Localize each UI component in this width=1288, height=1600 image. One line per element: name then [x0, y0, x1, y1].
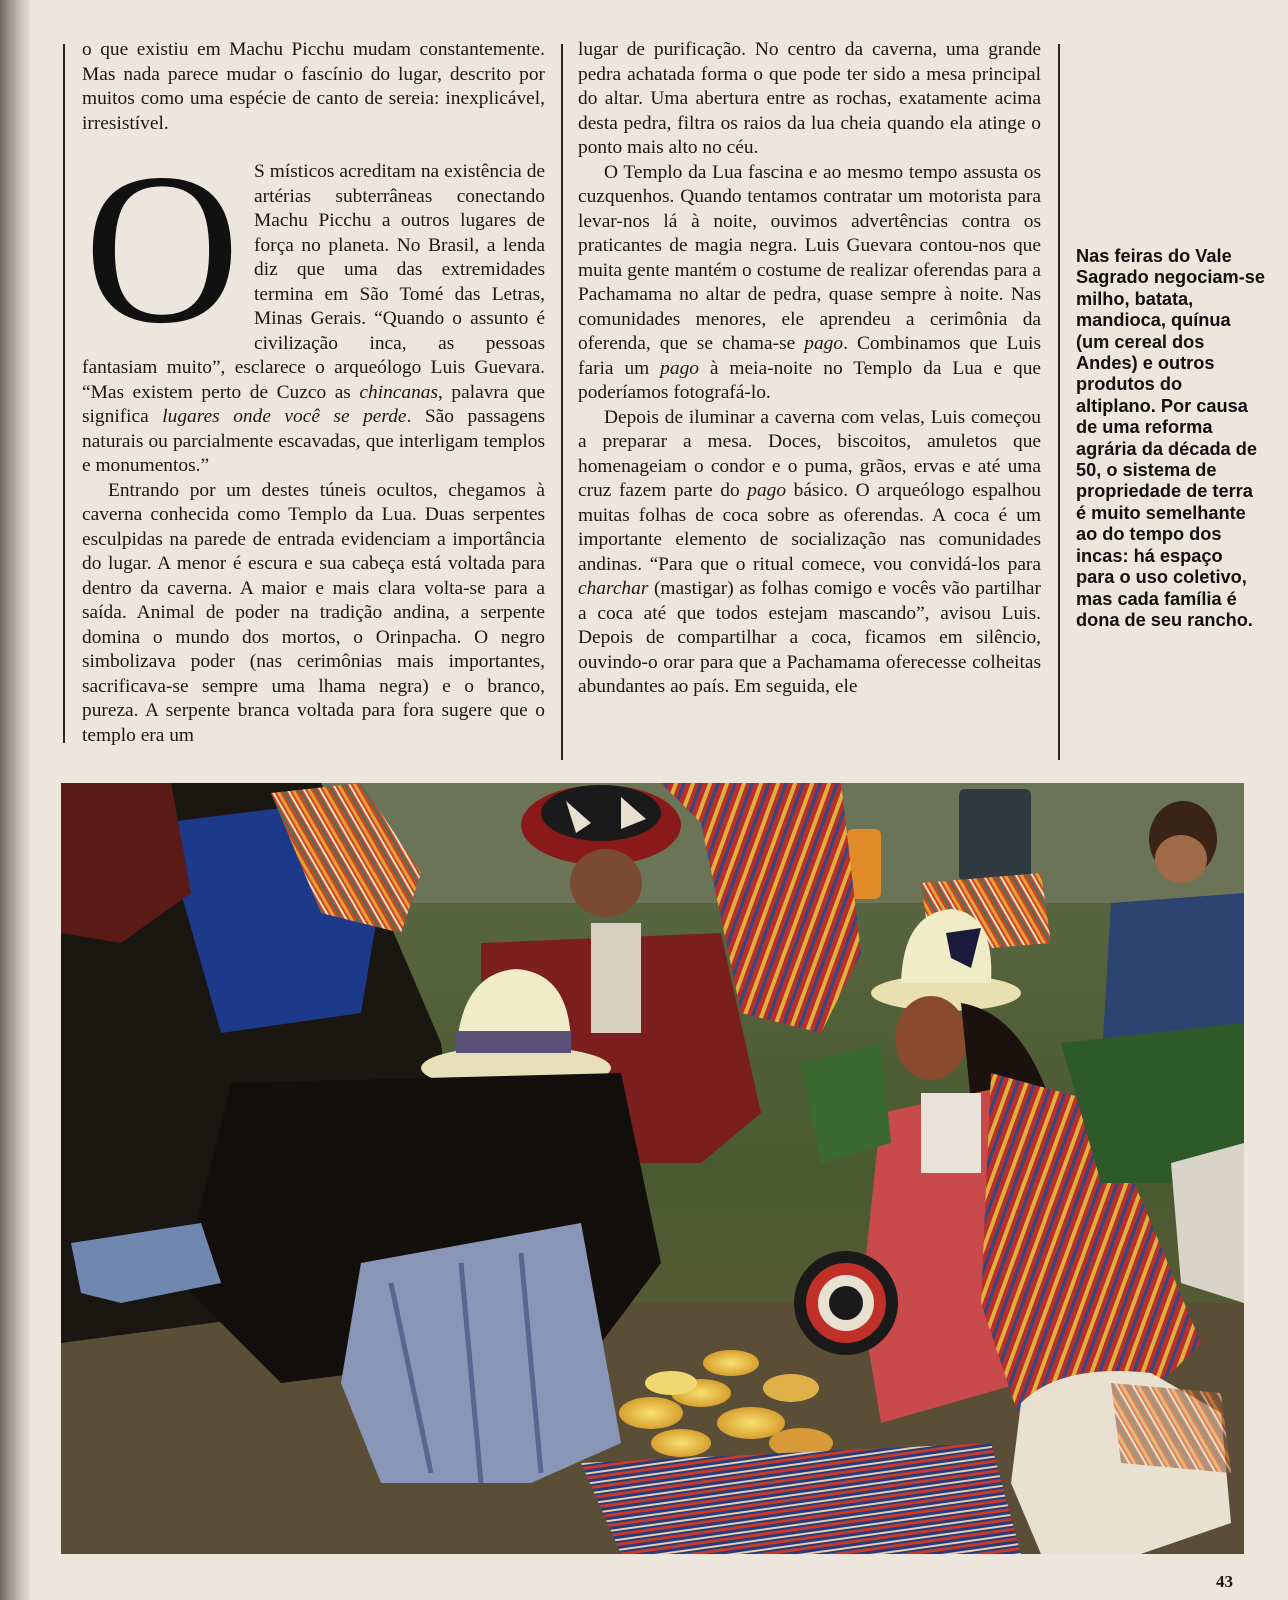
article-column-left [82, 38, 545, 748]
italic-term: chincanas [359, 381, 439, 403]
paragraph [578, 406, 1041, 700]
text-run: Depois de iluminar a caverna com velas, Luis começou a preparar a mesa. Doces, biscoitos, amuletos que homenageiam o condor e o puma, grãos, ervas e até uma cruz fazem parte do [578, 406, 1041, 501]
text-run: , palavra que significa [82, 381, 545, 427]
column-rule-middle [561, 44, 563, 760]
text-run: à meia-noite no Templo da Lua e que poderíamos fotografá-lo. [578, 357, 1041, 403]
page-gutter-shadow [0, 0, 30, 1600]
italic-term: pago [660, 357, 699, 379]
italic-term: lugares onde você se perde [162, 406, 407, 427]
text-run: S místicos acreditam na existência de artérias subterrâneas conectando Machu Picchu a outros lugares de força no planeta. No Brasil, a lenda diz que uma das extremidades termina em São Tomé das Letras, Minas Gerais. “Quando o assunto é civilização inca, as pessoas fantasiam muito”, esclarece o arqueólogo Luis Guevara. “Mas existem perto de Cuzco as [82, 161, 545, 403]
text-run: O Templo da Lua fascina e ao mesmo tempo assusta os cuzquenhos. Quando tentamos contratar um motorista para levar-nos lá à noite, ouvimos advertências contra os praticantes de magia negra. Luis Guevara contou-nos que muita gente mantém o costume de realizar oferendas para a Pachamama no altar de pedra, quase sempre à noite. Nas comunidades menores, ele aprendeu a cerimônia da oferenda, que se chama-se [578, 161, 1041, 354]
market-photo-illustration [61, 783, 1244, 1554]
text-run: (mastigar) as folhas comigo e vocês vão partilhar a coca até que todos estejam mascando”, avisou Luis. Depois de compartilhar a coca, ficamos em silêncio, ouvindo-o orar para que a Pachamama oferecesse colheitas abundantes ao país. Em seguida, ele [578, 578, 1041, 697]
italic-term: pago [747, 480, 787, 501]
paragraph [578, 161, 1041, 406]
text-run: . São passagens naturais ou parcialmente escavadas, que interligam templos e monumentos.” [82, 406, 545, 476]
italic-term: pago [804, 333, 844, 354]
text-run: . Combinamos que Luis faria um [578, 333, 1041, 379]
drop-cap: O [84, 129, 240, 368]
market-photo [61, 783, 1244, 1554]
paragraph: Entrando por um destes túneis ocultos, chegamos à caverna conhecida como Templo da Lua. Duas serpentes esculpidas na parede de entrada evidenciam a importância do lugar. A menor é escura e sua cabeça está voltada para dentro da caverna. A maior e mais clara volta-se para a saída. Animal de poder na tradição andina, a serpente domina o mundo dos mortos, o Orinpacha. O negro simbolizava poder (nas cerimônias mais importantes, sacrificava-se sempre uma lhama negra) e o branco, pureza. A serpente branca voltada para fora sugere que o templo era um [82, 479, 545, 746]
paragraph-with-dropcap [82, 129, 545, 479]
paragraph: o que existiu em Machu Picchu mudam constantemente. Mas nada parece mudar o fascínio do lugar, descrito por muitos como uma espécie de canto de sereia: inexplicável, irresistível. [82, 39, 545, 134]
column-rule-right [1058, 44, 1060, 760]
italic-term: charchar [578, 578, 649, 599]
column-rule-left [63, 44, 65, 743]
photo-caption: Nas feiras do Vale Sagrado negociam-se milho, batata, mandioca, quínua (um cereal dos Andes) e outros produtos do altiplano. Por causa de uma reforma agrária da década de 50, o sistema de propriedade de terra é muito semelhante ao do tempo dos incas: há espaço para o uso coletivo, mas cada família é dona de seu rancho. [1076, 246, 1266, 630]
article-column-right [578, 38, 1041, 700]
paragraph: lugar de purificação. No centro da caverna, uma grande pedra achatada forma o que pode ter sido a mesa principal do altar. Uma abertura entre as rochas, exatamente acima desta pedra, filtra os raios da lua cheia quando ela atinge o ponto mais alto no céu. [578, 39, 1041, 158]
page-number: 43 [1216, 1572, 1233, 1591]
text-run: básico. O arqueólogo espalhou muitas folhas de coca sobre as oferendas. A coca é um importante elemento de socialização nas comunidades andinas. “Para que o ritual comece, vou convidá-los para [578, 480, 1042, 575]
